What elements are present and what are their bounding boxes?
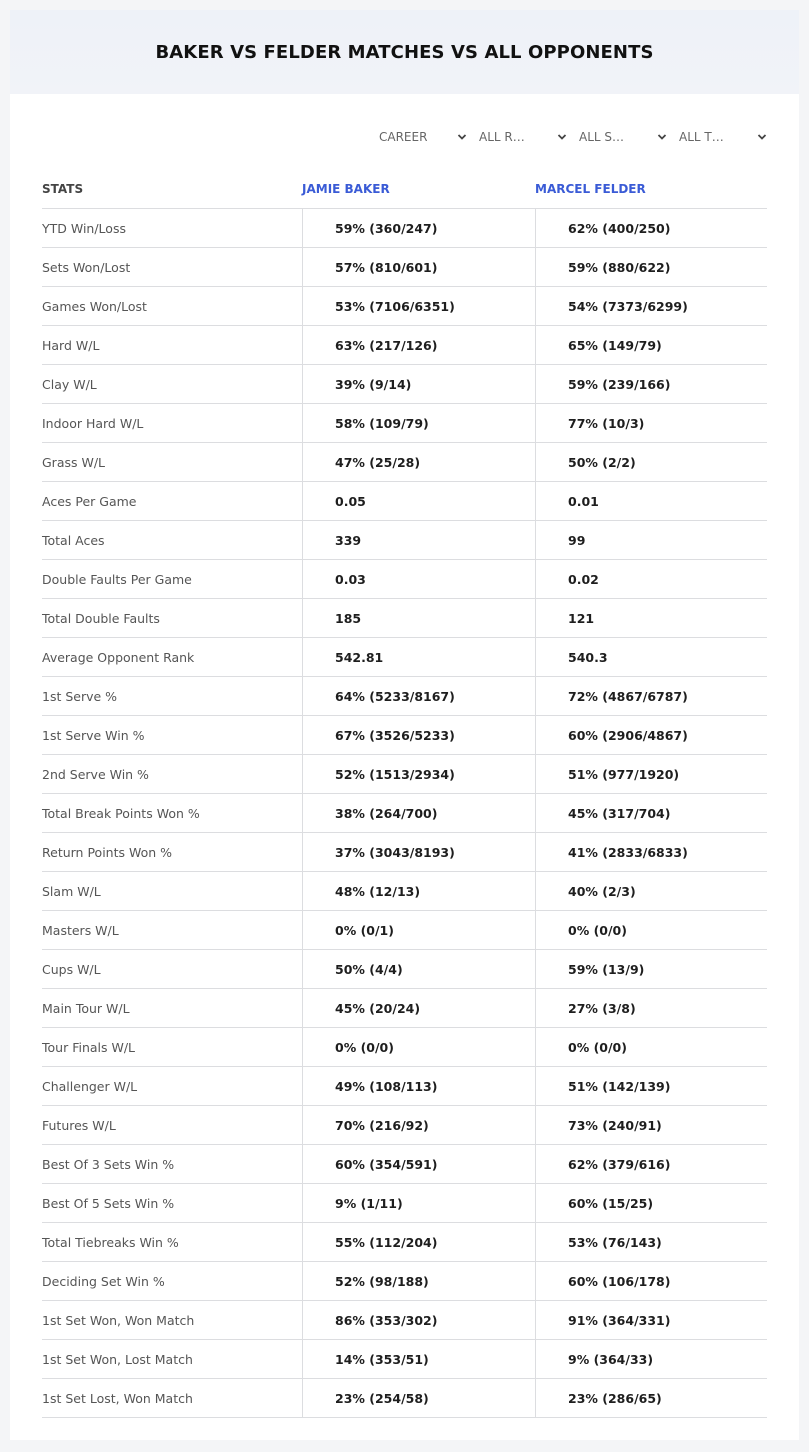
player2-value: 59% (239/166)	[535, 365, 767, 403]
table-row	[42, 755, 767, 794]
stat-label: Masters W/L	[42, 922, 119, 938]
stat-label: Challenger W/L	[42, 1078, 138, 1094]
player1-value: 64% (5233/8167)	[302, 677, 535, 715]
player1-value: 70% (216/92)	[302, 1106, 535, 1144]
player2-value: 0% (0/0)	[535, 911, 767, 949]
player2-value: 99	[535, 521, 767, 559]
period-filter-select[interactable]	[379, 126, 467, 148]
stat-label: 1st Serve Win %	[42, 727, 145, 743]
player1-value: 49% (108/113)	[302, 1067, 535, 1105]
chevron-down-icon	[457, 132, 467, 142]
player2-value: 60% (15/25)	[535, 1184, 767, 1222]
tournament-filter-select[interactable]	[679, 126, 767, 148]
filter-bar	[379, 126, 767, 148]
stats-table	[42, 170, 767, 1418]
stat-label: Slam W/L	[42, 883, 101, 899]
player1-value: 38% (264/700)	[302, 794, 535, 832]
player1-value: 50% (4/4)	[302, 950, 535, 988]
player1-value: 58% (109/79)	[302, 404, 535, 442]
table-row	[42, 599, 767, 638]
player2-value: 53% (76/143)	[535, 1223, 767, 1261]
period-filter-label: CAREER	[379, 130, 428, 144]
player2-value: 59% (13/9)	[535, 950, 767, 988]
player1-value: 67% (3526/5233)	[302, 716, 535, 754]
stat-label: Total Aces	[42, 532, 105, 548]
table-row	[42, 950, 767, 989]
comparison-card	[10, 10, 799, 1440]
player1-value: 60% (354/591)	[302, 1145, 535, 1183]
table-row	[42, 716, 767, 755]
player2-value: 27% (3/8)	[535, 989, 767, 1027]
stat-label: Average Opponent Rank	[42, 649, 195, 665]
table-row	[42, 794, 767, 833]
page-title: BAKER VS FELDER MATCHES VS ALL OPPONENTS	[155, 41, 654, 63]
surface-filter-select[interactable]	[579, 126, 667, 148]
table-row	[42, 404, 767, 443]
stat-label: Tour Finals W/L	[42, 1039, 136, 1055]
table-body	[42, 209, 767, 1418]
page-header	[10, 10, 799, 94]
table-row	[42, 1379, 767, 1418]
player2-value: 0.02	[535, 560, 767, 598]
stat-label: Aces Per Game	[42, 493, 137, 509]
stat-label: 2nd Serve Win %	[42, 766, 149, 782]
player1-value: 14% (353/51)	[302, 1340, 535, 1378]
player2-value: 45% (317/704)	[535, 794, 767, 832]
table-row	[42, 365, 767, 404]
table-row	[42, 1028, 767, 1067]
player1-value: 59% (360/247)	[302, 209, 535, 247]
player1-value: 52% (98/188)	[302, 1262, 535, 1300]
player1-value: 53% (7106/6351)	[302, 287, 535, 325]
table-row	[42, 638, 767, 677]
tournament-filter-label: ALL T…	[679, 130, 724, 144]
table-row	[42, 209, 767, 248]
player2-value: 60% (106/178)	[535, 1262, 767, 1300]
table-row	[42, 1340, 767, 1379]
table-row	[42, 521, 767, 560]
table-row	[42, 1262, 767, 1301]
stat-label: Total Tiebreaks Win %	[42, 1234, 179, 1250]
player2-value: 9% (364/33)	[535, 1340, 767, 1378]
player2-value: 73% (240/91)	[535, 1106, 767, 1144]
player1-value: 57% (810/601)	[302, 248, 535, 286]
player2-value: 65% (149/79)	[535, 326, 767, 364]
player1-value: 63% (217/126)	[302, 326, 535, 364]
player1-value: 0.05	[302, 482, 535, 520]
table-row	[42, 443, 767, 482]
table-row	[42, 287, 767, 326]
player1-value: 55% (112/204)	[302, 1223, 535, 1261]
player1-value: 52% (1513/2934)	[302, 755, 535, 793]
player2-column-header[interactable]: MARCEL FELDER	[535, 182, 646, 196]
player2-value: 51% (142/139)	[535, 1067, 767, 1105]
player1-value: 0% (0/1)	[302, 911, 535, 949]
player2-value: 23% (286/65)	[535, 1379, 767, 1417]
player1-column-header[interactable]: JAMIE BAKER	[302, 182, 390, 196]
table-row	[42, 1067, 767, 1106]
player2-value: 77% (10/3)	[535, 404, 767, 442]
player2-value: 60% (2906/4867)	[535, 716, 767, 754]
table-row	[42, 1145, 767, 1184]
table-row	[42, 1184, 767, 1223]
surface-filter-label: ALL S…	[579, 130, 625, 144]
player2-value: 540.3	[535, 638, 767, 676]
player2-value: 0% (0/0)	[535, 1028, 767, 1066]
player2-value: 51% (977/1920)	[535, 755, 767, 793]
stat-label: Clay W/L	[42, 376, 97, 392]
chevron-down-icon	[657, 132, 667, 142]
table-row	[42, 677, 767, 716]
player1-value: 9% (1/11)	[302, 1184, 535, 1222]
player2-value: 0.01	[535, 482, 767, 520]
stat-label: Total Double Faults	[42, 610, 160, 626]
player2-value: 121	[535, 599, 767, 637]
player2-value: 41% (2833/6833)	[535, 833, 767, 871]
player2-value: 59% (880/622)	[535, 248, 767, 286]
player1-value: 185	[302, 599, 535, 637]
stat-label: Main Tour W/L	[42, 1000, 130, 1016]
table-row	[42, 326, 767, 365]
stats-column-header: STATS	[42, 182, 84, 196]
table-row	[42, 872, 767, 911]
player1-value: 339	[302, 521, 535, 559]
stat-label: Grass W/L	[42, 454, 106, 470]
player1-value: 45% (20/24)	[302, 989, 535, 1027]
table-row	[42, 1223, 767, 1262]
table-header	[42, 170, 767, 209]
stat-label: 1st Set Won, Won Match	[42, 1312, 195, 1328]
table-row	[42, 248, 767, 287]
player1-value: 48% (12/13)	[302, 872, 535, 910]
stat-label: Sets Won/Lost	[42, 259, 131, 275]
stat-label: Indoor Hard W/L	[42, 415, 144, 431]
stat-label: Best Of 3 Sets Win %	[42, 1156, 175, 1172]
stat-label: 1st Serve %	[42, 688, 118, 704]
player2-value: 72% (4867/6787)	[535, 677, 767, 715]
table-row	[42, 1106, 767, 1145]
player1-value: 0% (0/0)	[302, 1028, 535, 1066]
player1-value: 542.81	[302, 638, 535, 676]
chevron-down-icon	[557, 132, 567, 142]
stat-label: 1st Set Lost, Won Match	[42, 1390, 193, 1406]
player2-value: 50% (2/2)	[535, 443, 767, 481]
player2-value: 62% (379/616)	[535, 1145, 767, 1183]
player1-value: 23% (254/58)	[302, 1379, 535, 1417]
round-filter-label: ALL R…	[479, 130, 525, 144]
table-row	[42, 833, 767, 872]
player1-value: 86% (353/302)	[302, 1301, 535, 1339]
player2-value: 54% (7373/6299)	[535, 287, 767, 325]
player1-value: 37% (3043/8193)	[302, 833, 535, 871]
stat-label: Return Points Won %	[42, 844, 173, 860]
player2-value: 62% (400/250)	[535, 209, 767, 247]
table-row	[42, 911, 767, 950]
chevron-down-icon	[757, 132, 767, 142]
table-row	[42, 560, 767, 599]
player1-value: 39% (9/14)	[302, 365, 535, 403]
player1-value: 0.03	[302, 560, 535, 598]
stat-label: Best Of 5 Sets Win %	[42, 1195, 175, 1211]
stat-label: YTD Win/Loss	[42, 220, 126, 236]
player2-value: 91% (364/331)	[535, 1301, 767, 1339]
stat-label: Futures W/L	[42, 1117, 116, 1133]
player1-value: 47% (25/28)	[302, 443, 535, 481]
stat-label: Double Faults Per Game	[42, 571, 192, 587]
round-filter-select[interactable]	[479, 126, 567, 148]
table-row	[42, 482, 767, 521]
stat-label: Deciding Set Win %	[42, 1273, 165, 1289]
stat-label: Games Won/Lost	[42, 298, 147, 314]
stat-label: 1st Set Won, Lost Match	[42, 1351, 193, 1367]
player2-value: 40% (2/3)	[535, 872, 767, 910]
stat-label: Total Break Points Won %	[42, 805, 200, 821]
stat-label: Hard W/L	[42, 337, 100, 353]
stat-label: Cups W/L	[42, 961, 101, 977]
table-row	[42, 989, 767, 1028]
table-row	[42, 1301, 767, 1340]
